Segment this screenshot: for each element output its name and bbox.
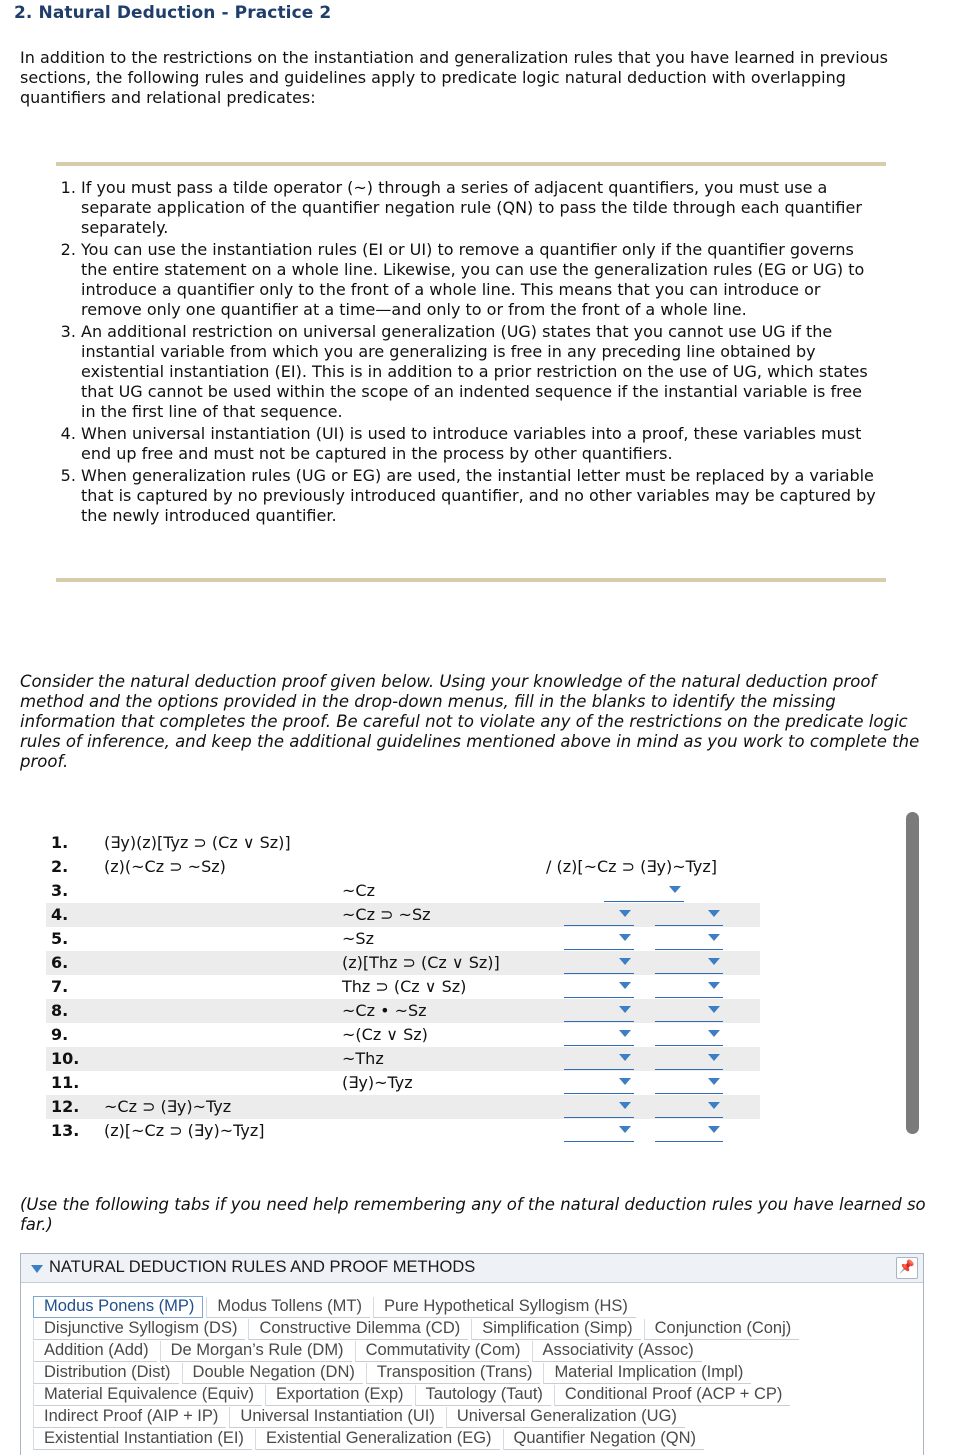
line-number: 6.	[51, 953, 69, 972]
instructions-paragraph: Consider the natural deduction proof given below. Using your knowledge of the natural deduction proof method and the options provided in the drop-down menus, fill in the blanks to identify the missing information that completes the proof. Be careful not to violate any of the restrictions on the predicate logic rules of inference, and keep the additional guidelines mentioned above in mind as you work to complete the proof.	[20, 672, 920, 771]
premise-text: (∃y)(z)[Tyz ⊃ (Cz ∨ Sz)]	[104, 833, 291, 852]
tab-conjunction[interactable]: Conjunction (Conj)	[644, 1319, 800, 1340]
tab-row	[33, 1384, 913, 1406]
chevron-down-icon	[708, 958, 720, 965]
rule-dropdown[interactable]	[655, 1096, 723, 1118]
tab-row	[33, 1340, 913, 1362]
tab-existential-generalization[interactable]: Existential Generalization (EG)	[255, 1429, 500, 1450]
chevron-down-icon	[619, 1006, 631, 1013]
tab-distribution[interactable]: Distribution (Dist)	[33, 1363, 179, 1384]
rule-dropdown[interactable]	[655, 1024, 723, 1046]
line-number: 3.	[51, 881, 69, 900]
statement-text: (∃y)~Tyz	[342, 1073, 413, 1092]
tab-associativity[interactable]: Associativity (Assoc)	[532, 1341, 702, 1362]
tab-pure-hypothetical-syllogism[interactable]: Pure Hypothetical Syllogism (HS)	[373, 1297, 636, 1318]
chevron-down-icon	[669, 886, 681, 893]
rule-dropdown[interactable]	[655, 904, 723, 926]
line-number: 11.	[51, 1073, 80, 1092]
line-number: 7.	[51, 977, 69, 996]
rule-dropdown[interactable]	[655, 1000, 723, 1022]
rule-dropdown[interactable]	[655, 1072, 723, 1094]
tab-double-negation[interactable]: Double Negation (DN)	[182, 1363, 363, 1384]
tab-tautology[interactable]: Tautology (Taut)	[415, 1385, 551, 1406]
collapse-triangle-icon[interactable]	[31, 1265, 43, 1273]
rule-dropdown[interactable]	[655, 952, 723, 974]
tab-row	[33, 1428, 913, 1450]
chevron-down-icon	[619, 934, 631, 941]
tab-existential-instantiation[interactable]: Existential Instantiation (EI)	[33, 1429, 252, 1450]
chevron-down-icon	[708, 910, 720, 917]
proof-line	[46, 975, 760, 999]
proof-line	[46, 927, 760, 951]
premise-text: ~Cz ⊃ (∃y)~Tyz	[104, 1097, 232, 1116]
line-number: 12.	[51, 1097, 80, 1116]
statement-text: (z)[Thz ⊃ (Cz ∨ Sz)]	[342, 953, 500, 972]
chevron-down-icon	[619, 1078, 631, 1085]
tab-material-implication[interactable]: Material Implication (Impl)	[543, 1363, 751, 1384]
line-reference-dropdown[interactable]	[564, 1000, 634, 1022]
proof-line	[46, 879, 760, 903]
rule-dropdown[interactable]	[655, 976, 723, 998]
line-number: 1.	[51, 833, 69, 852]
tab-universal-generalization[interactable]: Universal Generalization (UG)	[446, 1407, 685, 1428]
chevron-down-icon	[619, 1054, 631, 1061]
tab-indirect-proof[interactable]: Indirect Proof (AIP + IP)	[33, 1407, 226, 1428]
line-reference-dropdown[interactable]	[564, 952, 634, 974]
tab-exportation[interactable]: Exportation (Exp)	[265, 1385, 411, 1406]
tab-quantifier-negation[interactable]: Quantifier Negation (QN)	[503, 1429, 705, 1450]
tab-addition[interactable]: Addition (Add)	[33, 1341, 157, 1362]
line-reference-dropdown[interactable]	[564, 1120, 634, 1142]
tab-de-morgans-rule[interactable]: De Morgan’s Rule (DM)	[160, 1341, 352, 1362]
chevron-down-icon	[708, 1006, 720, 1013]
pin-icon[interactable]: 📌	[896, 1257, 918, 1279]
line-number: 13.	[51, 1121, 80, 1140]
proof-line	[46, 951, 760, 975]
rules-panel-header[interactable]	[21, 1254, 923, 1283]
guideline-item: 2. You can use the instantiation rules (EI or UI) to remove a quantifier only if the quantifier governs the entire statement on a whole line. Likewise, you can use the generalization rules (EG or UG) to introduce a quantifier only to the front of a whole line. This means that you can introduce or remove only one quantifier at a time—and only to or from the front of a whole line.	[81, 240, 881, 320]
tab-row	[33, 1362, 913, 1384]
statement-text: ~Thz	[342, 1049, 384, 1068]
line-number: 4.	[51, 905, 69, 924]
page-title: 2. Natural Deduction - Practice 2	[14, 3, 332, 23]
line-reference-dropdown[interactable]	[564, 928, 634, 950]
proof-line	[46, 831, 760, 855]
proof-line	[46, 1095, 760, 1119]
statement-text: Thz ⊃ (Cz ∨ Sz)	[342, 977, 467, 996]
tab-conditional-proof[interactable]: Conditional Proof (ACP + CP)	[554, 1385, 791, 1406]
tab-constructive-dilemma[interactable]: Constructive Dilemma (CD)	[248, 1319, 468, 1340]
rule-tabs	[33, 1296, 913, 1450]
premise-text: (z)(~Cz ⊃ ~Sz)	[104, 857, 226, 876]
chevron-down-icon	[619, 1030, 631, 1037]
tab-universal-instantiation[interactable]: Universal Instantiation (UI)	[229, 1407, 442, 1428]
proof-line	[46, 1023, 760, 1047]
rules-panel	[20, 1253, 924, 1455]
line-reference-dropdown[interactable]	[564, 904, 634, 926]
intro-paragraph: In addition to the restrictions on the instantiation and generalization rules that you have learned in previous sections, the following rules and guidelines apply to predicate logic natural deduction with overlapping quantifiers and relational predicates:	[20, 48, 888, 107]
proof-line	[46, 1071, 760, 1095]
tab-transposition[interactable]: Transposition (Trans)	[366, 1363, 541, 1384]
guideline-item: 3. An additional restriction on universal generalization (UG) states that you cannot use UG if the instantial variable from which you are generalizing is free in any preceding line obtained by existential instantiation (EI). This is in addition to a prior restriction on the use of UG, which states that UG cannot be used within the scope of an indented sequence if the instantial variable is free in the first line of that sequence.	[81, 322, 881, 422]
rule-dropdown[interactable]	[655, 928, 723, 950]
rule-dropdown[interactable]	[655, 1048, 723, 1070]
tab-material-equivalence[interactable]: Material Equivalence (Equiv)	[33, 1385, 262, 1406]
chevron-down-icon	[619, 910, 631, 917]
tab-row	[33, 1406, 913, 1428]
chevron-down-icon	[708, 1102, 720, 1109]
line-reference-dropdown[interactable]	[564, 1072, 634, 1094]
chevron-down-icon	[708, 1078, 720, 1085]
tab-modus-ponens[interactable]: Modus Ponens (MP)	[33, 1296, 203, 1318]
statement-text: ~Sz	[342, 929, 374, 948]
line-reference-dropdown[interactable]	[564, 1024, 634, 1046]
proof-line	[46, 903, 760, 927]
chevron-down-icon	[708, 982, 720, 989]
line-number: 9.	[51, 1025, 69, 1044]
line-reference-dropdown[interactable]	[564, 1048, 634, 1070]
chevron-down-icon	[708, 934, 720, 941]
proof-line	[46, 1119, 760, 1143]
tab-simplification[interactable]: Simplification (Simp)	[471, 1319, 640, 1340]
line-number: 10.	[51, 1049, 80, 1068]
tab-row	[33, 1318, 913, 1340]
statement-text: ~(Cz ∨ Sz)	[342, 1025, 428, 1044]
guideline-item: 5. When generalization rules (UG or EG) are used, the instantial letter must be replaced by a variable that is captured by no previously introduced quantifier, and no other variables may be captured by the newly introduced quantifier.	[81, 466, 881, 526]
tab-modus-tollens[interactable]: Modus Tollens (MT)	[206, 1297, 370, 1318]
chevron-down-icon	[708, 1126, 720, 1133]
rules-panel-title: NATURAL DEDUCTION RULES AND PROOF METHODS	[49, 1258, 476, 1276]
proof-table	[46, 831, 760, 1143]
justification-dropdown[interactable]	[604, 880, 684, 902]
guidelines-list	[81, 178, 881, 528]
tab-row	[33, 1296, 913, 1318]
line-reference-dropdown[interactable]	[564, 976, 634, 998]
chevron-down-icon	[708, 1030, 720, 1037]
premise-text: (z)[~Cz ⊃ (∃y)~Tyz]	[104, 1121, 265, 1140]
tabs-hint-paragraph: (Use the following tabs if you need help remembering any of the natural deduction rules you have learned so far.)	[20, 1195, 926, 1234]
rule-dropdown[interactable]	[655, 1120, 723, 1142]
proof-line	[46, 855, 760, 879]
conclusion-text: / (z)[~Cz ⊃ (∃y)~Tyz]	[546, 857, 718, 876]
chevron-down-icon	[619, 1102, 631, 1109]
chevron-down-icon	[708, 1054, 720, 1061]
statement-text: ~Cz	[342, 881, 375, 900]
statement-text: ~Cz ⊃ ~Sz	[342, 905, 431, 924]
line-number: 5.	[51, 929, 69, 948]
guideline-item: 1. If you must pass a tilde operator (~) through a series of adjacent quantifiers, you must use a separate application of the quantifier negation rule (QN) to pass the tilde through each quantifier separately.	[81, 178, 881, 238]
tab-disjunctive-syllogism[interactable]: Disjunctive Syllogism (DS)	[33, 1319, 245, 1340]
tab-commutativity[interactable]: Commutativity (Com)	[355, 1341, 529, 1362]
proof-line	[46, 1047, 760, 1071]
chevron-down-icon	[619, 982, 631, 989]
proof-line	[46, 999, 760, 1023]
chevron-down-icon	[619, 1126, 631, 1133]
guideline-item: 4. When universal instantiation (UI) is used to introduce variables into a proof, these variables must end up free and must not be captured in the process by other quantifiers.	[81, 424, 881, 464]
guidelines-box	[56, 162, 886, 582]
statement-text: ~Cz • ~Sz	[342, 1001, 427, 1020]
proof-scrollbar[interactable]	[906, 812, 919, 1134]
line-number: 2.	[51, 857, 69, 876]
line-reference-dropdown[interactable]	[564, 1096, 634, 1118]
line-number: 8.	[51, 1001, 69, 1020]
chevron-down-icon	[619, 958, 631, 965]
